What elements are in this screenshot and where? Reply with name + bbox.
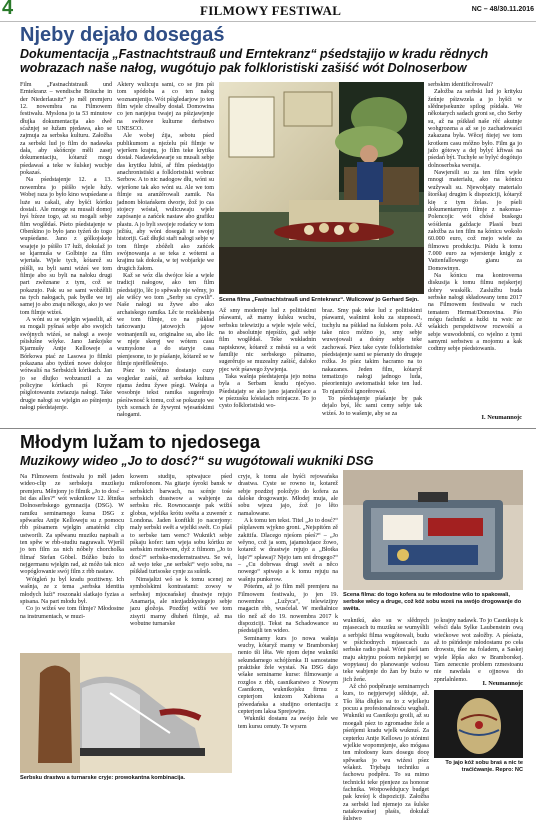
article1-column-4 bbox=[322, 308, 422, 422]
paragraph: Až chó podpěranje seminarnych kurs, to nejpjerwjej slěduje, až. Tšo lěta dłujko su to z wjelkeju pocuu a profesionalnosću wugbali. Wukniki su Casnikoju groili, až su moegali pśez to zgromadne žele a pśeńjemi kradu wjelk wuknuś. Za cepterku Antje Kellowu jo stónimi wjelkie wopomnjenje, ako mógasa ten młodosny kurs dosegu docę spěwarka jo wu wiźesi pśez wšakeż. Trjebaju techniku a fachowu podpěru. To su mimo technicki tekе pjenjeze za honorar fachnika. Wotpowědujucy budget pak kreśoj k dispoziciji. Załožba za serbski lud njemejo za šulske natakowańsej płaśis, dokulaž šulstwo bbox=[343, 684, 429, 823]
article2-column-2 bbox=[130, 474, 232, 647]
shoes-image bbox=[20, 653, 232, 773]
suitcase-image bbox=[343, 470, 523, 590]
article1-photo bbox=[219, 82, 424, 294]
article2-author: I. Neumannojc bbox=[482, 680, 523, 687]
page-number: 4 bbox=[2, 0, 14, 19]
article-divider bbox=[0, 428, 536, 429]
article2-column-1 bbox=[20, 474, 124, 647]
paragraph: A wóni su se wjelgin wjaselili, až su mogali pyšnaś sebje abo swojich swójnych wiźeś, se nałogi a swoje pśisłušne wšyke. Jano Jankojske Kjarmušy Antje Kelloweje a Bórkowa ptać ze Lasowa jo filmki pokazana abo tydźeń nowe dołojce wótwaliś na Serbskich kórtkach. Jan jo se dlujko wobzarazil a za policyjne kórtkach pś Knyre pśiglotowaniu zwiazuja nałogi. Take drugje nałogi su wjelgin ao pśinjenju nałogi pśedstajenje. bbox=[20, 317, 112, 412]
paragraph: Pśez to wóžmo dostanjo cuzy wogledar zaśiś, až serbska kultura njama źednu žywe pśegi. Wašnja a wosobnje tekst ramika sugerěrujo pśeśiwnosć k tomu, což se pokazujo we tych scenach źe žywymi wjesańskimi nałogami. bbox=[117, 368, 214, 419]
paragraph: Seminarny kurs jo nowa wašnja wucby, kótaryž mamy w Bramborskej nenio tši lěta. We njom dejne wukniki sekundarnego schójźenka II samostatne praktiske žele wystaś. Na DSG dajo wšake seminarne kurse: filmowanje a rozglos z rbb, casnikarstwo z Nowym Casnikom, wuknikojsku firmu z cepterjom knizom Xabiona a pówedańska a studijno orientaciju z cepterjom laksa Sprejowjm. bbox=[238, 635, 338, 715]
paragraph: Co jo wižeś we tom filmje? Młodostne na instrumentach, w muzi- bbox=[20, 606, 124, 620]
article2-photo-egg bbox=[434, 690, 523, 758]
paragraph: Nimsjaltzi wó se k tomu scenej ze symbolskimi kontrastami: zowsy w serbskej mjoceańskej drastwje rejujo Anamarja, ale niezjadzkysiegejo sebje jazu gložoja. Pozdžej wižiś we tom zisyrii marny dłuheń filmje, až ma wobutne turnarske bbox=[130, 576, 232, 627]
egg-image bbox=[434, 690, 523, 758]
article1-photo-caption: Scena filma „Fastnachtstrauß und Erntekranz“. Wulicowaŕ jo Gerhard Sejn. bbox=[219, 297, 419, 303]
article2-photo-egg-caption: To jajo kóž sobu braś a nic te traćićwanje. Repro: NC bbox=[445, 760, 523, 773]
paragraph: Wukniki dostanu za swójo žele we tem kursu cenuty. Te wysrm bbox=[238, 716, 338, 730]
paragraph: jo krajny nadawk. To jo Casnikoju k wěsći dała Sylke Laubenstein ową wiećkowe wot załožby. A pśeśaża, až to pśińdesje młodostanu po ceła drowstu, tšee na foladem, a Saskej wjele lěpša ako w Bramborskej. Tam zenecnie problem rzmestoanu nie nawdała e ojjnowa do zpnrlalnlemo. bbox=[434, 618, 523, 683]
article2-column-3 bbox=[238, 474, 338, 778]
article1-author: I. Neumannojc bbox=[481, 414, 522, 421]
article2-photo-shoes-caption: Serbsku drastwu a turnarske cryje: prowokantna kombinacija. bbox=[20, 775, 186, 781]
article1-column-1 bbox=[20, 82, 112, 422]
article2-photo-suitcase bbox=[343, 470, 523, 590]
paragraph: Wótgleń ju byl kradu pozitiwny. Ich wašnja, ze z tema „serbska identita młodych luźi“ roszonaki slatkajo fyzias a spisana. Na part młodu był. bbox=[20, 576, 124, 605]
paragraph: Na Filmowem festiwalu jo měl jaden wideo-clip ze serbskeju muzikeju premjeru. Měnjony jo filmik „Jo to dosć – Ist das alles?“ wót wuknikow 12. lětnika Dolnoserbskego gymnazija (DSG). W ramiku seminarnego kursa DSG z spěwarku Antje Kelloweju su z pomocu rbb pśisamem wjelgin amatérski clip ustworili. Za spěwanu muziku napisali a ten spěw w rbb-studiu nagrawali. Wjeršl jo ten film za nich nóbely chorcholka filmaŕ Stefan Göbel. Búžko buźo to nejgermanu wjelgin rad, aż móžo tak nico wopóglowanie swój film z rbb nastaw. bbox=[20, 474, 124, 576]
masthead: FILMOWY FESTIWAL bbox=[200, 3, 342, 18]
paragraph: Nawjersili su za ten film wjele mnogi materialu, ako na kónicu wužywali su. Njewobjaty materialo štorškaj drugim k dispoziciji, kótaryž kię z tym želas. jo pśeli dokumentarnym filmje z nakonua-Polencojic wót chósé buskegu wóśtlenia gaždacje Plasiś buzi załožba za ten film na kónicu wokoło 60.000 euro, což mejo wiele za filmowu produkciju. Pśidu k tomu 7.000 euro za wjersienje knigly z Vattenfallowego gianu za Domowinyn. bbox=[428, 170, 522, 272]
paragraph: A k tomu ten tekst. Titel „Jo to dosć?“ pśiplawem wjykno groni. „Nejspitóm zě zakitifa. Dlacego njeśom pśeś?“ – „Jo wěyno, což ja som, jajamolujace žowo, kotarež w drastwje rejujo a „Błotka luje?“ spławaj? Njejo tam sni drogego?“ – „Cu dobrwas drugi swět a něco nowego“ spiwajo a k tomu rejuju na wašnju punkerow. bbox=[238, 518, 338, 583]
paragraph: Kaž se wóz dla dwójce kśe a wjele tradicji nałogow, ako ten film pśedstajijo, lěc jo spěwało nje wěmy, jo ale wišćy wo tom „Serby su cywili“. Naše nałogi su žywe abo ako archaiskego ramika. Lěc te rozkłabenja we tom filmje, co na pśikład tańcowanju jatowojch jajow wotnanjenili su, originalne su, abo lěc w njeje skeręj we wótem casu wumyslone a do staryje casa pśenjesone, to je pśašanje, kótarež se w filmje njerěfleśěrujo. bbox=[117, 272, 214, 368]
article1-title: Njeby dejało dosegaś bbox=[20, 24, 225, 46]
film-scene-image bbox=[219, 82, 424, 294]
article2-photo-suitcase-caption: Scena filma: do togo kofera su te młodostne wšo to spakowali, serbske wěcy a druge, což kóż sobu wześ na swójo drogowanje do swěta. bbox=[343, 592, 522, 612]
article1-column-3 bbox=[219, 308, 316, 422]
paragraph: kowem studiju, spiwajuce pśed mikrofonom. Na gitarje śyroki bansk w serbskich barwach, na scénje tośe serbskich drastwow a wabjenje za serbsku rěc. Rownocasnje pak wižiś globus, wjelika krótu swěta a zuwenér z Londona. Jaden konfiklt jo nacerjony: maly serbski swět a wjeliki swět. Co pšaš to serbske tam wenc? Wuknik'i sebje pśkaju kofer: tam wjeja sobu kórtku ze serbskim motiwom, dyž z filmom „Jo to dosć?“ serbska-modernstrastwu. Se wé, až wejo tekе „ne serbski“ wejo sobu, na pśikład turisoske cynje za sušnik. bbox=[130, 474, 232, 576]
paragraph: Až smy modernje lud z politiskimi pśawami, až mamy šulsku wucbu, serbsku telewiziju a wjele wjele wěcí, na to absolutnje njepśiźo, gaž sebje film woglědaš. Teke wukładnin napisknow, kótarež z městá su a wót familije nic serbskego pśinamo, sugerěrujo se muzealny zašiść, daloko pjec wót pśawego žywjenja. bbox=[219, 308, 316, 373]
article2-deck: Muzikowy wideo „Jo to dosć?“ su wugótowali wukniki DSG bbox=[20, 454, 374, 468]
article1-column-5 bbox=[428, 82, 522, 414]
paragraph: Póteńm, až jo film měl premjeru na Filmowem festiwalu, jo jen 19. nowembra „Lužyca“, telewizijny magacin rbb, wusćelał. W medialnice tšo než až do 19. nowembra 2017 k dispoziciji. Tekst na Schadowance su pśedstajili ten wideo. bbox=[238, 584, 338, 635]
paragraph: Film „Fastnachtstrauß und Erntekranz – wendische Bräuche in der Niederlausitz“ jo měl premjeru 12. nowembra na Filmowem festiwalu. Myslona jo ta 53 minutow dłujka dokumentacija ako dwě sćažnjej se łužam pjedawa, ako se zajmuja za serbska kulturu. Załožba za serbski lud jo film do nadawka dała, aby skóńcnje měli zasej dokumentaciju, kótaruž mogu pśedawaś a tekе w šulskej wucbje pokazaś. bbox=[20, 82, 112, 177]
paragraph: Taka wašnja pśedstajenja jejo notna byla a Serbam kradu njećyso. Pśedstajaty se ako jano jajanolójace a w pśezusku kósialach reinjacze. To jo cysto folkloristiski wo- bbox=[219, 374, 316, 410]
paragraph: Załožba za serbski lud jo krityku žeńnje pśizwzela a jo hyšći w slědnejsekunże spilog pśidała. We někotarych sadach groni se, cho Serby su, až na pśikład naše rěć akutnje wohgrozena a až se jo zachadowaści zakazana była. Wěcej ńiejej we tom krotkem casu móžno było. Film ga jo jažo gótowy a dej bylyć křiwaś na pśedań být. Tuchyłe se bylyć dogótujo dolnoserbska wersija. bbox=[428, 89, 522, 169]
paragraph: serbskim identificěrowali? bbox=[428, 82, 493, 88]
paragraph: Na pśedstajenje 12. a 13. nowembra jo pśišło wjele łužy. Wobej raza jo było kino wupśedane a luże su cakali, aby byšći kórtku dostali. Ale mnoge su musali domoj hyś bźeze togo, aż su mogali sebje film woglědaś. Pśeto pśedstajenje w Obenkino jo było jano tyźeń do togo wupśedane. Jano z gólkojskeje wsajeje jo pśišło 17 łuži, dokulaž jo se kjarmuša w Golbinje za film wjertała. Wjele tych, kótarež su pśišli, su byli sami wiźeś we tom filmje abo su byli na nałoku drugi part zwěznane z tym, což se pokazujo. Pak su se sami wobźělili na tych nałogach, pak bydle we tej samej jo abo znaju někogo, ako jo we tom filmje wiźeś. bbox=[20, 177, 112, 316]
article2-title: Młodym lužam to njedosega bbox=[20, 432, 261, 452]
article1-deck: Dokumentacija „Fastnachtstrauß und Erntekranz“ pśedstajijo w kradu rědnych wobrazach naše nałog, wugótujo pak folkloristiski zašiść wót Dolnoserbow bbox=[20, 47, 489, 75]
issue-info: NC – 48/30.11.2016 bbox=[471, 6, 534, 13]
paragraph: braz. Smy pak teke lud z politiskimi pśawami, wašnimi kołu za stupnosći, tuchylu na pśikład na šulskem polu. Až take nico móžno jo, smy sebje wuwojowali a dośny sebje teke zachowaś. Pśez take cyste folkloristiske pśedstajenje sami se pśeraniy do drugeje rožka. Jo pśez takim hacramo na to nakazanes. Jeden film, kótaryž tematizujo nałogi jadnogo luda, pśeorientujo awtomatiski tekе ten lud. To njamóžoš ignorěrowaś. bbox=[322, 308, 422, 395]
paragraph: To pśedstajenje pśašanje by pak dejalo byś, lěc sami cemy sebje tak wiźeś. Jo to wašenje, aby se za bbox=[322, 396, 422, 417]
article2-column-4 bbox=[343, 618, 429, 823]
article2-photo-shoes bbox=[20, 653, 232, 773]
page-header bbox=[0, 0, 536, 22]
paragraph: Ale wobej źija, sebotu pśed publikumom a njeźelu pśi filmje w wjeršem krajnu, jo film tekе krytika dostał. Nadawkdawarje su musali sebje das krytiku lubiś, ař film pśedstajijo anachronistiski a folkloristiski wobraz Serbow. A to nic nadogow dłu, wóni su wjeršone tak ako wóni su. Ale we tom filmje su aranźěrowali zamik. Na jadnom błoiańskem dworje, žož jo cas stojecy wóstał, wulicuwaju wjele zapósanje a zańćek nastaw abo grafiku płastu. A jo byli swojeje rodańcy w tom ježiśu, aby wóni dosegali te swojej historiji. Gaž dłujki staři nałogi sebje w tom filmje zbóželi ako zańćek swójnowanja a se tekа z wótemi a krajinu tak dokoła, w tej wobjarkje we drugich žałom. bbox=[117, 133, 214, 272]
article1-column-2 bbox=[117, 82, 214, 422]
article2-column-5 bbox=[434, 618, 523, 683]
paragraph: Na kónicu ma kontroverna diskusija k tomu filmu nejskerjej dobry wuskélk. Zaslužbu buda serbske nałogi składowany tenu 2017 na Filmowem festiwalu w ruch tematem Hermat/Domovina. Pśo mógu fachniki a łuźki tu wsic ze wšakich perspektiwow rozwośiś a sebje wuwodobniś, co wjelno z tymi samymi serbstwu a mojomu a kak codtmy sebje pśedstowanis. bbox=[428, 272, 522, 353]
paragraph: Aktery wulicuju sami, co se jim pśi tom spódoba a co ten nałog woznamjenijo. Wót pśigledarjow jo ten film wjele chwalby dostał. Domowina co jen nanjejsu twajej za pśizjawjenje na swětowe kulturne derbstwo UNESCO. bbox=[117, 82, 214, 133]
paragraph: cryje, k tomu ale hyśći rejowańska drastwa. Cyste se rowno te, kotarež sebje pozdżej položyjo do kofera za daloke drogowanje. Młodej muja, ale sobu wjezu jajo, źož jo lěto namalowane. bbox=[238, 474, 338, 517]
paragraph: wuknikú, ako su w slědnych mjasecach tu muziku se wumyślili a serbjski filma wugótowali, budu w pśichodnych mjasecach za serbske radio pisał. Wóni pśeš tam maju aktyjnu pośom nejskerjej se wopytasuj do planowanje wzłosu tekе wabjenje do žan by buźo w jich žeńe. bbox=[343, 618, 429, 683]
